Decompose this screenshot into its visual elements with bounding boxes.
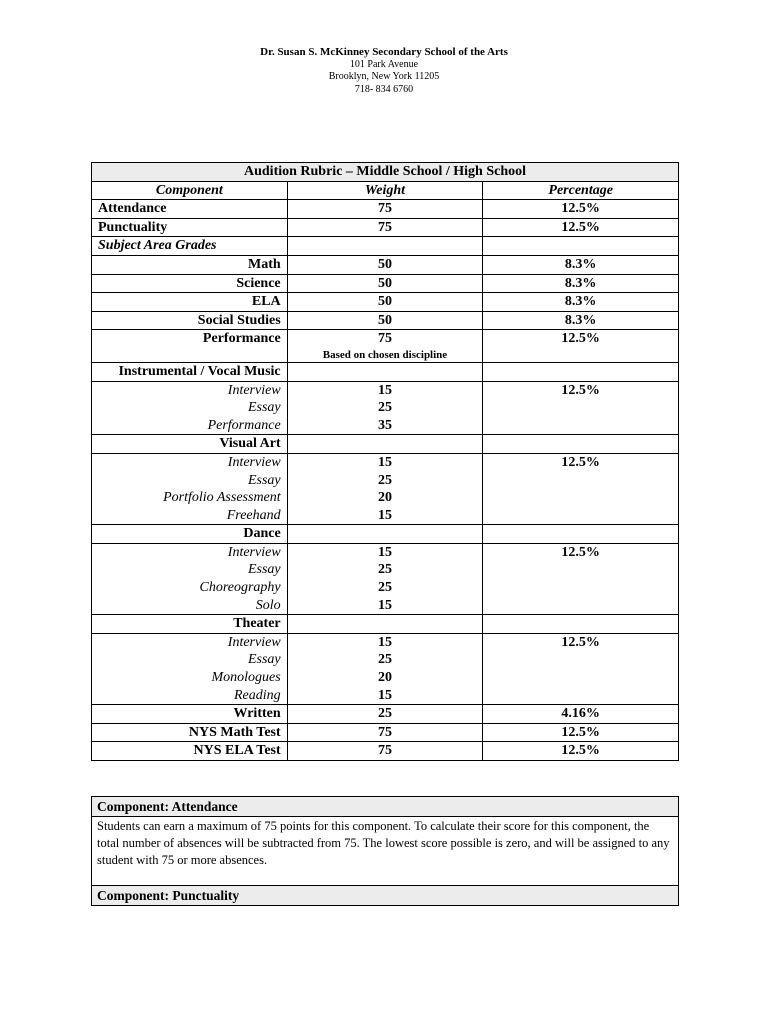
weight-value: 15 [377, 687, 392, 703]
table-row [92, 218, 679, 237]
row-percentage: 12.5% [483, 633, 679, 704]
row-percentage: 8.3% [483, 255, 679, 274]
row-percentage [483, 237, 679, 256]
weight-value: 15 [377, 544, 392, 560]
criteria-item: Essay [247, 652, 281, 668]
table-row [92, 311, 679, 330]
subject-area-heading: Subject Area Grades [92, 237, 288, 256]
criteria-item: Essay [247, 400, 281, 416]
criteria-item: Freehand [226, 507, 281, 523]
weight-list [287, 543, 483, 614]
table-row [92, 274, 679, 293]
weight-value: 15 [377, 507, 392, 523]
table-row [92, 525, 679, 544]
weight-value: 15 [377, 454, 392, 470]
row-label: Punctuality [92, 218, 288, 237]
row-label: Social Studies [92, 311, 288, 330]
criteria-item: Interview [227, 544, 281, 560]
row-percentage: 12.5% [483, 723, 679, 742]
row-percentage: 8.3% [483, 274, 679, 293]
row-percentage: 8.3% [483, 311, 679, 330]
row-percentage: 12.5% [483, 218, 679, 237]
criteria-item: Interview [227, 454, 281, 470]
criteria-item: Portfolio Assessment [163, 490, 281, 506]
table-row [92, 330, 679, 363]
weight-value: 25 [377, 562, 392, 578]
column-header-component: Component [92, 181, 288, 200]
component-details-table [91, 796, 679, 906]
table-row [92, 435, 679, 454]
attendance-component-title: Component: Attendance [92, 797, 679, 817]
weight-value: 20 [377, 490, 392, 506]
table-row [92, 362, 679, 381]
audition-rubric-table [91, 162, 679, 761]
weight-value: 15 [377, 634, 392, 650]
discipline-note: Based on chosen discipline [322, 348, 448, 361]
row-percentage: 12.5% [483, 381, 679, 435]
row-weight: 75 [287, 200, 483, 219]
row-label: NYS Math Test [92, 723, 288, 742]
component-body-row [92, 817, 679, 886]
school-name: Dr. Susan S. McKinney Secondary School of the Arts [260, 46, 508, 58]
row-weight: 50 [287, 274, 483, 293]
discipline-label: Instrumental / Vocal Music [92, 362, 288, 381]
row-label: Attendance [92, 200, 288, 219]
table-row [92, 293, 679, 312]
table-row [92, 543, 679, 614]
table-row [92, 705, 679, 724]
weight-value: 35 [377, 417, 392, 433]
row-percentage: 4.16% [483, 705, 679, 724]
criteria-item: Interview [227, 382, 281, 398]
criteria-item: Reading [234, 687, 281, 703]
address-line-1: 101 Park Avenue [349, 58, 419, 70]
table-row [92, 723, 679, 742]
criteria-list [92, 453, 288, 524]
criteria-item: Performance [207, 417, 281, 433]
weight-value: 25 [377, 652, 392, 668]
letterhead [0, 46, 768, 96]
criteria-item: Monologues [211, 670, 281, 686]
column-header-percentage: Percentage [483, 181, 679, 200]
weight-value: 20 [377, 670, 392, 686]
row-weight: 50 [287, 293, 483, 312]
row-weight: 25 [287, 705, 483, 724]
criteria-item: Essay [247, 562, 281, 578]
row-label: Math [92, 255, 288, 274]
criteria-list [92, 633, 288, 704]
column-header-weight: Weight [287, 181, 483, 200]
criteria-item: Essay [247, 472, 281, 488]
discipline-label: Dance [92, 525, 288, 544]
rubric-title-row [92, 163, 679, 182]
table-row [92, 633, 679, 704]
table-row [92, 453, 679, 524]
criteria-item: Solo [255, 597, 281, 613]
punctuality-component-title: Component: Punctuality [92, 886, 679, 906]
phone-number: 718- 834 6760 [354, 83, 414, 95]
table-row [92, 237, 679, 256]
component-header-row [92, 797, 679, 817]
table-row [92, 381, 679, 435]
weight-value: 15 [377, 382, 392, 398]
row-label: Science [92, 274, 288, 293]
row-weight: 75 [287, 723, 483, 742]
row-percentage: 12.5% [483, 200, 679, 219]
row-percentage: 12.5% [483, 453, 679, 524]
row-label: Performance [92, 330, 288, 363]
column-header-row [92, 181, 679, 200]
weight-value: 25 [377, 472, 392, 488]
weight-value: 75 [377, 331, 392, 347]
row-percentage: 8.3% [483, 293, 679, 312]
table-row [92, 615, 679, 634]
row-weight: 75 [287, 742, 483, 761]
discipline-label: Visual Art [92, 435, 288, 454]
address-line-2: Brooklyn, New York 11205 [328, 71, 440, 82]
row-weight: 50 [287, 311, 483, 330]
criteria-item: Interview [227, 634, 281, 650]
weight-value: 25 [377, 400, 392, 416]
discipline-label: Theater [92, 615, 288, 634]
table-row [92, 742, 679, 761]
criteria-item: Choreography [199, 580, 281, 596]
criteria-list [92, 381, 288, 435]
row-weight: 50 [287, 255, 483, 274]
row-weight [287, 330, 483, 363]
row-percentage: 12.5% [483, 742, 679, 761]
weight-list [287, 633, 483, 704]
row-label: ELA [92, 293, 288, 312]
weight-value: 25 [377, 580, 392, 596]
weight-list [287, 381, 483, 435]
attendance-component-text: Students can earn a maximum of 75 points for this component. To calculate their score for this component, the total number of absences will be subtracted from 75. The lowest score possible is zero, and will be assigned to any student with 75 or more absences. [92, 817, 679, 886]
table-row [92, 255, 679, 274]
row-weight: 75 [287, 218, 483, 237]
row-label: NYS ELA Test [92, 742, 288, 761]
row-label: Written [92, 705, 288, 724]
row-weight [287, 237, 483, 256]
weight-list [287, 453, 483, 524]
component-header-row [92, 886, 679, 906]
row-percentage: 12.5% [483, 330, 679, 363]
criteria-list [92, 543, 288, 614]
weight-value: 15 [377, 597, 392, 613]
table-row [92, 200, 679, 219]
rubric-title: Audition Rubric – Middle School / High School [92, 163, 679, 182]
row-percentage: 12.5% [483, 543, 679, 614]
